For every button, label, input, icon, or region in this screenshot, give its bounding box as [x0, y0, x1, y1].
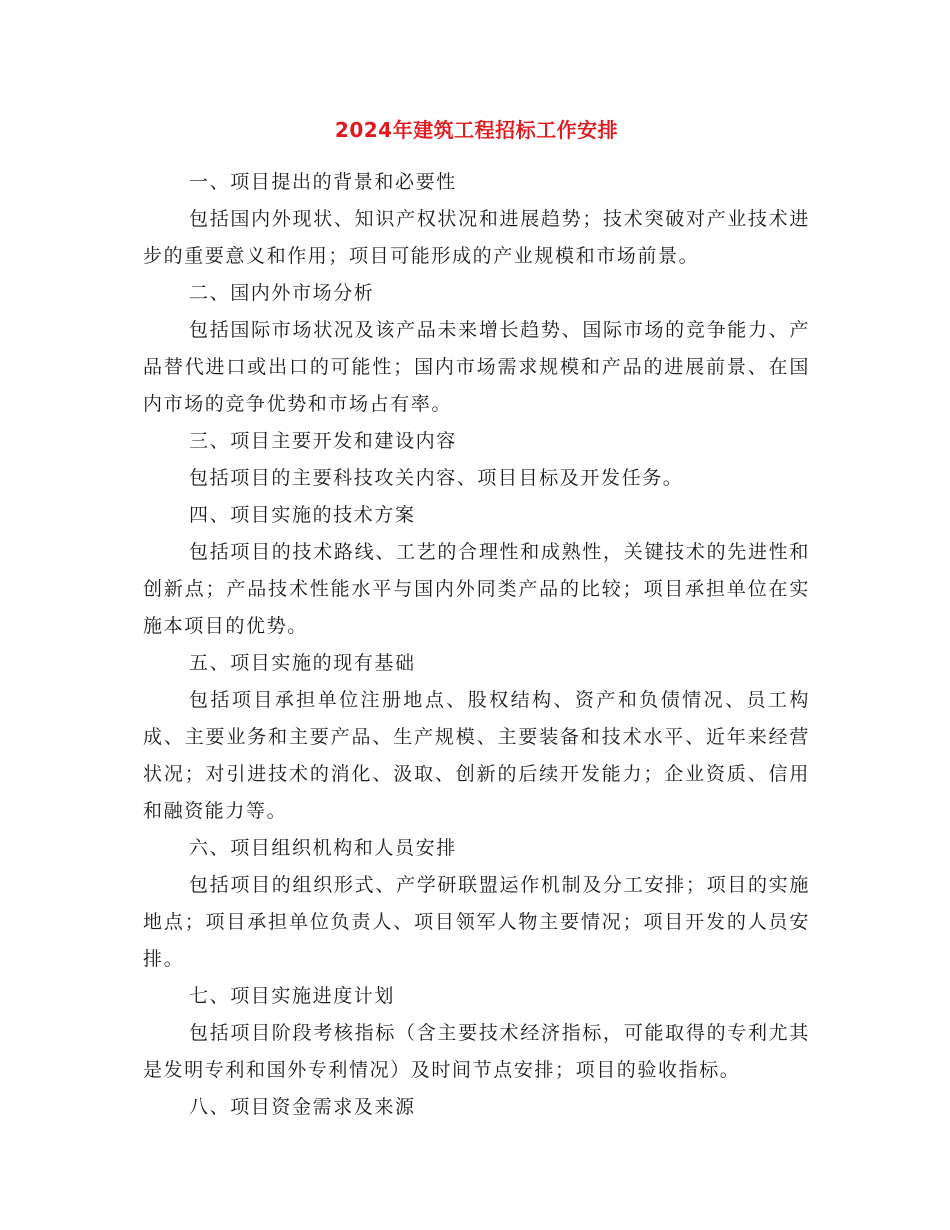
- section-heading: 六、项目组织机构和人员安排: [189, 837, 457, 859]
- section-heading: 八、项目资金需求及来源: [189, 1096, 416, 1118]
- document-title: 2024年建筑工程招标工作安排: [334, 118, 619, 142]
- section-heading: 二、国内外市场分析: [189, 282, 375, 304]
- section-heading: 三、项目主要开发和建设内容: [189, 430, 457, 452]
- section-6: [143, 830, 810, 978]
- section-heading: 一、项目提出的背景和必要性: [189, 171, 457, 193]
- section-heading: 七、项目实施进度计划: [189, 985, 396, 1007]
- section-2: [143, 275, 810, 423]
- section-4: [143, 497, 810, 645]
- section-5: [143, 645, 810, 830]
- section-body: 包括项目的技术路线、工艺的合理性和成熟性，关键技术的先进性和创新点；产品技术性能水平与国内外同类产品的比较；项目承担单位在实施本项目的优势。: [143, 541, 810, 637]
- section-heading: 五、项目实施的现有基础: [189, 652, 416, 674]
- section-body: 包括项目承担单位注册地点、股权结构、资产和负债情况、员工构成、主要业务和主要产品、生产规模、主要装备和技术水平、近年来经营状况；对引进技术的消化、汲取、创新的后续开发能力；企业资质、信用和融资能力等。: [143, 689, 810, 822]
- section-1: [143, 164, 810, 275]
- section-heading: 四、项目实施的技术方案: [189, 504, 416, 526]
- section-8: [143, 1089, 810, 1126]
- section-3: [143, 423, 810, 497]
- section-body: 包括国际市场状况及该产品未来增长趋势、国际市场的竞争能力、产品替代进口或出口的可能性；国内市场需求规模和产品的进展前景、在国内市场的竞争优势和市场占有率。: [143, 319, 810, 415]
- section-body: 包括项目的主要科技攻关内容、项目目标及开发任务。: [189, 467, 684, 489]
- section-body: 包括国内外现状、知识产权状况和进展趋势；技术突破对产业技术进步的重要意义和作用；项目可能形成的产业规模和市场前景。: [143, 208, 810, 267]
- section-7: [143, 978, 810, 1089]
- section-body: 包括项目的组织形式、产学研联盟运作机制及分工安排；项目的实施地点；项目承担单位负责人、项目领军人物主要情况；项目开发的人员安排。: [143, 874, 810, 970]
- section-body: 包括项目阶段考核指标（含主要技术经济指标，可能取得的专利尤其是发明专利和国外专利情况）及时间节点安排；项目的验收指标。: [143, 1022, 810, 1081]
